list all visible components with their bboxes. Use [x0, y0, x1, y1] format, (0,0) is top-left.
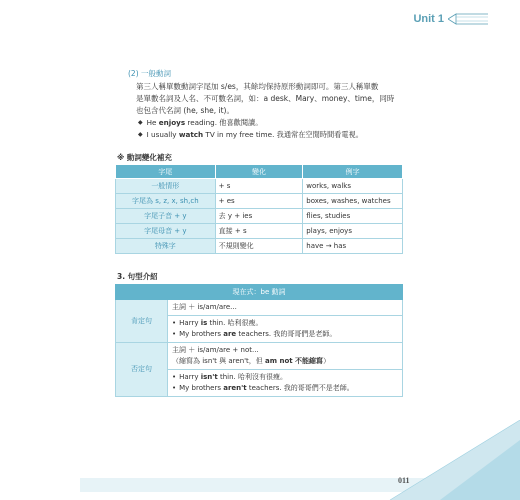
- example-text: I usually: [146, 129, 179, 139]
- example-text: TV in my free time. 我通常在空閒時間看電視。: [203, 129, 363, 139]
- unit-header: [413, 13, 444, 25]
- table-row: [116, 224, 403, 239]
- table-header: 現在式：be 動詞: [116, 285, 403, 300]
- contraction-note: （縮寫為 isn't 與 aren't，但 am not 不能縮寫）: [172, 357, 331, 365]
- table-row: [116, 239, 403, 254]
- change-cell: 去 y + ies: [215, 209, 303, 224]
- structure-text: 主詞 ＋ is/am/are + not...: [172, 346, 259, 354]
- affirmative-structure: 主詞 ＋ is/am/are...: [168, 300, 403, 316]
- example-cell: plays, enjoys: [303, 224, 403, 239]
- change-cell: 直接 + s: [215, 224, 303, 239]
- table-row: [116, 343, 403, 370]
- diamond-bullet-icon: ◆: [138, 130, 143, 138]
- change-cell: + s: [215, 179, 303, 194]
- ending-cell: 字尾子音 + y: [116, 209, 216, 224]
- pencil-icon: [448, 13, 488, 25]
- desc-line: 是單數名詞及人名、不可數名詞，如：a desk、Mary、money、time，同時: [136, 94, 395, 103]
- affirmative-label: 肯定句: [116, 300, 168, 343]
- column-header: 例字: [303, 165, 403, 179]
- column-header: 字尾: [116, 165, 216, 179]
- ending-cell: 一般情形: [116, 179, 216, 194]
- diamond-bullet-icon: ◆: [138, 119, 143, 126]
- affirmative-examples: [168, 316, 403, 343]
- unit-label: Unit 1: [413, 13, 444, 25]
- table-header-row: [116, 285, 403, 300]
- example-verb: enjoys: [158, 118, 186, 127]
- table-row: [116, 179, 403, 194]
- negative-label: 否定句: [116, 343, 168, 397]
- example-cell: boxes, washes, watches: [303, 194, 403, 209]
- section-heading: (2) 一般動詞: [128, 69, 172, 78]
- column-header: 變化: [215, 165, 303, 179]
- ending-cell: 特殊字: [116, 239, 216, 254]
- verb-change-title: ※ 動詞變化補充: [117, 153, 172, 162]
- example-line: • My brothers aren't teachers. 我的哥哥們不是老師。: [172, 384, 354, 392]
- corner-decoration: [380, 420, 520, 500]
- verb-change-table: [115, 164, 403, 254]
- table-row: [116, 300, 403, 316]
- change-cell: 不規則變化: [215, 239, 303, 254]
- example-text: He: [146, 118, 159, 127]
- example-text: reading. 他喜歡閱讀。: [185, 118, 263, 127]
- example-line: • My brothers are teachers. 我的哥哥們是老師。: [172, 330, 337, 338]
- negative-structure: [168, 343, 403, 370]
- example-bullet: [128, 117, 398, 129]
- table-row: [116, 194, 403, 209]
- desc-line: 也包含代名詞 (he, she, it)。: [136, 106, 234, 115]
- negative-examples: [168, 370, 403, 397]
- example-verb: watch: [178, 129, 204, 139]
- page-number: 011: [398, 476, 410, 485]
- change-cell: + es: [215, 194, 303, 209]
- example-line: • Harry isn't thin. 哈利沒有很瘦。: [172, 373, 287, 381]
- table-row: [116, 209, 403, 224]
- section-description: [128, 81, 398, 117]
- example-cell: works, walks: [303, 179, 403, 194]
- example-cell: have → has: [303, 239, 403, 254]
- general-verb-section: [128, 68, 398, 140]
- sentence-pattern-title: 3. 句型介紹: [117, 272, 158, 281]
- table-header-row: [116, 165, 403, 179]
- ending-cell: 字尾母音 + y: [116, 224, 216, 239]
- example-line: • Harry is thin. 哈利很瘦。: [172, 319, 263, 327]
- example-cell: flies, studies: [303, 209, 403, 224]
- desc-line: 第三人稱單數動詞字尾加 s/es，其餘均保持原形動詞即可。第三人稱單數: [136, 82, 379, 91]
- sentence-pattern-table: [115, 284, 403, 397]
- ending-cell: 字尾為 s, z, x, sh,ch: [116, 194, 216, 209]
- example-bullet: [128, 129, 398, 141]
